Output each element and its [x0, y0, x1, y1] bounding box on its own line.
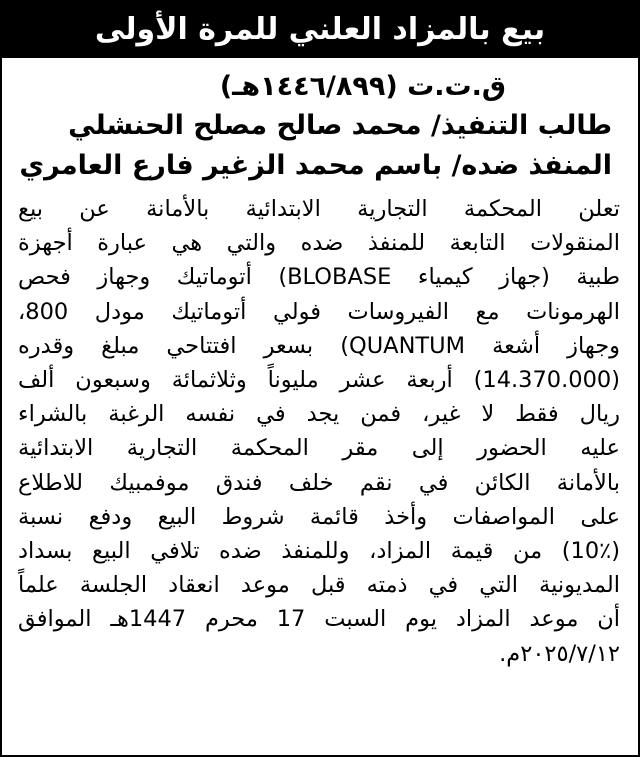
body-line: الهرمونات مع الفيروسات فولي أتوماتيك مودل 800،: [18, 298, 620, 325]
body-line: (10٪) من قيمة المزاد، وللمنفذ ضده تلافي البيع بسداد: [18, 538, 620, 565]
body-line: بالأمانة الكائن في نقم خلف فندق موفمبيك للاطلاع: [18, 469, 620, 496]
body-line: ريال فقط لا غير، فمن يجد في نفسه الرغبة بالشراء: [18, 401, 620, 428]
body-line: ٢٠٢٥/٧/١٢م.: [499, 640, 620, 667]
notice-body: [2, 186, 638, 671]
body-line: (14.370.000) أربعة عشر مليوناً وثلاثمائة وسبعون ألف: [18, 367, 620, 394]
case-number: ق.ت.ت (١٤٤٦/٨٩٩هـ): [219, 71, 506, 102]
body-line: عليه الحضور إلى مقر المحكمة التجارية الابتدائية: [18, 435, 620, 462]
body-line: أن موعد المزاد يوم السبت 17 محرم 1447هـ الموافق: [18, 606, 620, 633]
case-header: [2, 58, 638, 186]
notice-banner: [2, 2, 638, 58]
body-line: وجهاز أشعة QUANTUM) بسعر افتتاحي مبلغ وقدره: [18, 332, 620, 359]
respondent-name: المنفذ ضده/ باسم محمد الزغير فارع العامري: [19, 150, 612, 181]
body-line: طبية (جهاز كيمياء BLOBASE) أتوماتيك وجهاز فحص: [18, 264, 620, 291]
body-line: تعلن المحكمة التجارية الابتدائية بالأمانة عن بيع: [18, 196, 620, 222]
body-line: المديونية التي في ذمته قبل موعد انعقاد الجلسة علماً: [18, 572, 620, 599]
body-line: على المواصفات وأخذ قائمة شروط البيع ودفع نسبة: [18, 503, 620, 530]
notice-title: بيع بالمزاد العلني للمرة الأولى: [94, 12, 546, 47]
body-line: المنقولات التابعة للمنفذ ضده والتي هي عبارة أجهزة: [18, 230, 620, 257]
applicant-name: طالب التنفيذ/ محمد صالح مصلح الحنشلي: [68, 110, 612, 141]
